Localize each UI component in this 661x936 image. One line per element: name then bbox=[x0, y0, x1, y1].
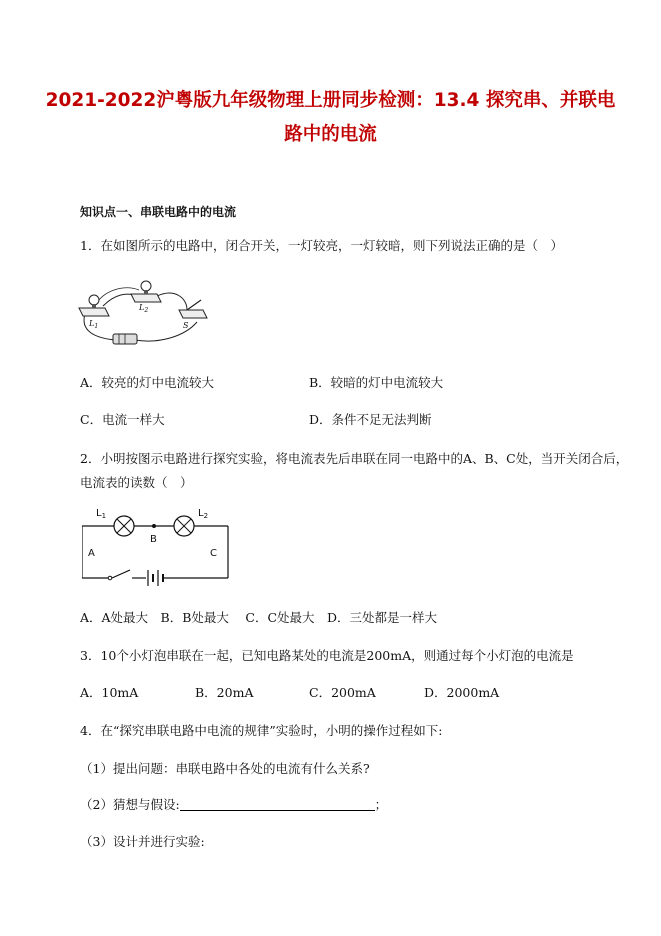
label-l2: $L_2$ bbox=[139, 303, 149, 314]
q1-option-b: B．较暗的灯中电流较大 bbox=[309, 375, 444, 390]
q1-option-c: C．电流一样大 bbox=[80, 412, 165, 427]
answer-blank[interactable] bbox=[180, 797, 375, 811]
question-3-stem: 3．10个小灯泡串联在一起，已知电路某处的电流是200mA，则通过每个小灯泡的电流是 bbox=[80, 648, 574, 663]
question-4-stem: 4．在“探究串联电路中电流的规律”实验时，小明的操作过程如下: bbox=[80, 723, 443, 738]
question-2-stem-line2: 电流表的读数（ ） bbox=[80, 475, 193, 490]
q1-option-d: D．条件不足无法判断 bbox=[309, 412, 432, 427]
label-l1: $L_1$ bbox=[96, 508, 107, 520]
page-title: 2021-2022沪粤版九年级物理上册同步检测：13.4 探究串、并联电路中的电流 bbox=[45, 90, 616, 145]
section-heading: 知识点一、串联电路中的电流 bbox=[80, 205, 237, 219]
q4-step-2-label: （2）猜想与假设: bbox=[80, 797, 180, 812]
q3-option-b: B．20mA bbox=[195, 685, 254, 700]
q4-step-3: （3）设计并进行实验: bbox=[80, 834, 205, 849]
label-a: A bbox=[88, 548, 95, 559]
label-b: B bbox=[150, 534, 157, 545]
q2-options: A．A处最大 B．B处最大 C．C处最大 D．三处都是一样大 bbox=[80, 610, 438, 625]
circuit-figure-1 bbox=[75, 276, 210, 348]
label-s: S bbox=[183, 321, 189, 330]
q4-step-2 bbox=[80, 797, 387, 813]
label-l1: $L_1$ bbox=[89, 319, 99, 330]
q1-option-a: A．较亮的灯中电流较大 bbox=[80, 375, 215, 390]
q4-step-1: （1）提出问题：串联电路中各处的电流有什么关系? bbox=[80, 761, 370, 776]
q4-step-2-end: ； bbox=[374, 797, 388, 812]
circuit-figure-2 bbox=[82, 506, 230, 590]
q3-option-d: D．2000mA bbox=[424, 685, 500, 700]
label-l2: $L_2$ bbox=[198, 508, 209, 520]
question-1-stem: 1．在如图所示的电路中，闭合开关，一灯较亮，一灯较暗，则下列说法正确的是（ ） bbox=[80, 238, 563, 253]
q3-option-a: A．10mA bbox=[80, 685, 139, 700]
label-c: C bbox=[210, 548, 217, 559]
question-2-stem-line1: 2．小明按图示电路进行探究实验，将电流表先后串联在同一电路中的A、B、C处，当开关闭合后， bbox=[80, 451, 629, 466]
q3-option-c: C．200mA bbox=[309, 685, 376, 700]
